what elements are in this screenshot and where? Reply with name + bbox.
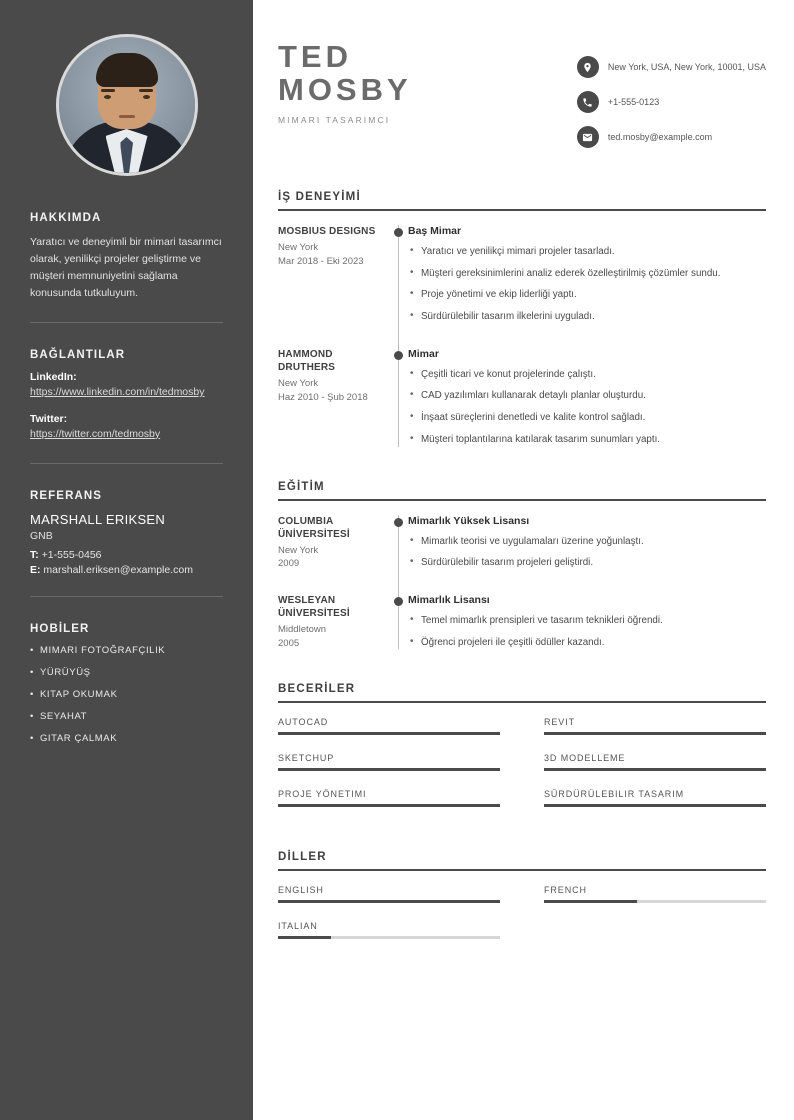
hobbies-heading: HOBİLER <box>30 622 90 635</box>
reference-email-row <box>30 564 223 576</box>
divider <box>30 322 223 323</box>
bullet: • Mimarlık teorisi ve uygulamaları üzerine yoğunlaştı. <box>408 535 766 550</box>
reference-name: MARSHALL ERIKSEN <box>30 511 166 527</box>
avatar-eye-right <box>143 95 150 99</box>
languages-grid <box>278 885 766 957</box>
divider <box>30 463 223 464</box>
experience-entry <box>278 348 766 455</box>
list-item <box>30 645 223 656</box>
avatar-brow-left <box>101 89 115 92</box>
bullet: • Öğrenci projeleri ile çeşitli ödüller kazandı. <box>408 636 766 651</box>
timeline-line <box>398 225 399 348</box>
reference-phone: +1-555-0456 <box>41 548 102 561</box>
language-bar-fill <box>278 936 331 939</box>
contact-list <box>577 56 766 161</box>
avatar-hair <box>96 53 158 87</box>
skill-bar-track <box>278 804 500 807</box>
language-item <box>278 921 500 939</box>
timeline-dot <box>394 518 403 527</box>
avatar-wrap <box>30 34 223 176</box>
name-block <box>278 40 412 125</box>
language-label: ENGLISH <box>278 885 324 896</box>
language-label: FRENCH <box>544 885 587 896</box>
entry-location: New York <box>278 377 319 389</box>
location-icon <box>577 56 599 78</box>
contact-location: New York, USA, New York, 10001, USA <box>607 62 766 72</box>
entry-meta <box>278 594 390 657</box>
section-rule <box>278 499 766 501</box>
timeline-dot <box>394 351 403 360</box>
education-entry <box>278 594 766 657</box>
hobby-label: KITAP OKUMAK <box>39 688 118 700</box>
entry-title: Mimarlık Lisansı <box>408 593 490 606</box>
list-item <box>30 667 223 678</box>
bullet: • Müşteri toplantılarına katılarak tasarım sunumları yaptı. <box>408 433 766 448</box>
about-heading: HAKKIMDA <box>30 212 102 224</box>
reference-phone-row <box>30 549 223 561</box>
hobby-label: MIMARI FOTOĞRAFÇILIK <box>39 644 166 656</box>
entry-title: Mimar <box>408 347 439 360</box>
entry-meta <box>278 225 390 332</box>
experience-entry <box>278 225 766 332</box>
link-item-linkedin <box>30 371 223 401</box>
bullet-icon: • <box>30 732 34 744</box>
reference-phone-label: T: <box>30 548 39 561</box>
bullet: • Sürdürülebilir tasarım ilkelerini uyguladı. <box>408 310 766 325</box>
about-text: Yaratıcı ve deneyimli bir mimari tasarımcı olarak, yenilikçi projeler geliştirme ve müşteri memnuniyetini sağlama konusunda tutkuluyum. <box>30 236 222 299</box>
section-rule <box>278 209 766 211</box>
entry-location: Middletown <box>278 623 327 635</box>
about-section <box>30 212 223 323</box>
link-url-linkedin[interactable]: https://www.linkedin.com/in/tedmosby <box>30 386 205 398</box>
email-icon <box>577 126 599 148</box>
entry-org: HAMMOND DRUTHERS <box>278 348 336 373</box>
bullet: • CAD yazılımları kullanarak detaylı planlar oluşturdu. <box>408 389 766 404</box>
skills-grid <box>278 717 766 825</box>
skill-bar-fill <box>544 804 766 807</box>
entry-title: Baş Mimar <box>408 225 462 237</box>
hobby-label: GITAR ÇALMAK <box>39 732 118 744</box>
skill-bar-fill <box>278 732 500 735</box>
entry-body <box>408 515 766 578</box>
avatar-eye-left <box>104 95 111 99</box>
education-section <box>278 481 766 658</box>
entry-location: New York <box>278 242 319 253</box>
links-heading: BAĞLANTILAR <box>30 349 126 361</box>
phone-icon <box>577 91 599 113</box>
entry-title: Mimarlık Yüksek Lisansı <box>408 514 530 527</box>
entry-bullets <box>408 245 766 325</box>
education-entry <box>278 515 766 578</box>
bullet-icon: • <box>30 688 34 700</box>
link-label: Twitter: <box>30 412 68 425</box>
entry-location: New York <box>278 544 319 556</box>
entry-dates: 2009 <box>278 558 300 570</box>
skill-bar-fill <box>278 768 500 771</box>
timeline-line <box>398 348 399 447</box>
language-item-spacer <box>544 921 766 939</box>
entry-org: WESLEYAN ÜNİVERSİTESİ <box>278 594 350 619</box>
skill-bar-fill <box>544 768 766 771</box>
skill-label: 3D MODELLEME <box>544 753 626 764</box>
timeline-rail <box>390 594 408 657</box>
language-item <box>278 885 500 903</box>
entry-bullets <box>408 368 766 448</box>
language-bar-fill <box>278 900 500 903</box>
hobby-label: SEYAHAT <box>39 710 88 722</box>
entry-body <box>408 225 766 332</box>
links-section <box>30 349 223 464</box>
skill-item <box>544 753 766 771</box>
skill-label: SKETCHUP <box>278 753 335 764</box>
languages-section <box>278 851 766 957</box>
section-rule <box>278 701 766 703</box>
bullet: • İnşaat süreçlerini denetledi ve kalite kontrol sağladı. <box>408 411 766 426</box>
bullet: • Müşteri gereksinimlerini analiz ederek özelleştirilmiş çözümler sundu. <box>408 267 766 282</box>
bullet-icon: • <box>30 710 34 722</box>
experience-heading: İŞ DENEYİMİ <box>278 191 361 203</box>
timeline-dot <box>394 228 403 237</box>
entry-org: COLUMBIA ÜNİVERSİTESİ <box>278 515 350 540</box>
skill-item <box>544 789 766 807</box>
timeline-dot <box>394 597 403 606</box>
bullet: • Çeşitli ticari ve konut projelerinde çalıştı. <box>408 368 766 383</box>
entry-body <box>408 594 766 657</box>
avatar-mouth <box>119 115 135 118</box>
entry-meta <box>278 515 390 578</box>
language-bar-track <box>544 900 766 903</box>
skill-item <box>278 789 500 807</box>
reference-email-label: E: <box>30 563 41 576</box>
skill-item <box>544 717 766 735</box>
skill-bar-track <box>278 732 500 735</box>
hobby-label: YÜRÜYÜŞ <box>39 666 91 678</box>
language-bar-fill <box>544 900 637 903</box>
job-role: MIMARI TASARIMCI <box>278 114 391 125</box>
skill-label: REVIT <box>544 717 576 728</box>
reference-org: GNB <box>30 529 53 542</box>
first-name: TED <box>278 39 352 74</box>
language-bar-track <box>278 936 500 939</box>
entry-dates: Haz 2010 - Şub 2018 <box>278 391 368 403</box>
avatar-brow-right <box>139 89 153 92</box>
language-label: ITALIAN <box>278 921 318 932</box>
skill-label: PROJE YÖNETIMI <box>278 789 367 800</box>
contact-phone: +1-555-0123 <box>607 97 660 107</box>
entry-dates: 2005 <box>278 637 300 649</box>
timeline-rail <box>390 348 408 455</box>
hobbies-section <box>30 623 223 744</box>
entry-bullets <box>408 614 766 650</box>
contact-row-location <box>577 56 766 78</box>
skill-item <box>278 717 500 735</box>
header <box>278 40 766 161</box>
entry-body <box>408 348 766 455</box>
timeline-rail <box>390 225 408 332</box>
skill-bar-track <box>544 732 766 735</box>
sidebar <box>0 0 253 1120</box>
contact-row-phone <box>577 91 766 113</box>
education-heading: EĞİTİM <box>278 480 325 493</box>
section-rule <box>278 869 766 871</box>
reference-heading: REFERANS <box>30 489 103 502</box>
skill-label: SÜRDÜRÜLEBILIR TASARIM <box>544 789 684 800</box>
list-item <box>30 711 223 722</box>
entry-dates: Mar 2018 - Eki 2023 <box>278 255 364 267</box>
entry-org: MOSBIUS DESIGNS <box>278 226 376 237</box>
list-item <box>30 733 223 744</box>
last-name: MOSBY <box>278 72 412 108</box>
skill-bar-track <box>544 804 766 807</box>
bullet: • Temel mimarlık prensipleri ve tasarım teknikleri öğrendi. <box>408 614 766 629</box>
link-url-twitter[interactable]: https://twitter.com/tedmosby <box>30 427 161 440</box>
entry-bullets <box>408 535 766 571</box>
entry-meta <box>278 348 390 455</box>
avatar <box>56 34 198 176</box>
languages-heading: DİLLER <box>278 851 327 864</box>
main-content <box>253 0 794 1120</box>
list-item <box>30 689 223 700</box>
skill-bar-track <box>278 768 500 771</box>
skills-heading: BECERİLER <box>278 683 356 696</box>
reference-section <box>30 490 223 597</box>
bullet: • Sürdürülebilir tasarım projeleri geliştirdi. <box>408 556 766 571</box>
language-bar-track <box>278 900 500 903</box>
skill-item <box>278 753 500 771</box>
bullet-icon: • <box>30 666 34 678</box>
divider <box>30 596 223 597</box>
timeline-rail <box>390 515 408 578</box>
bullet-icon: • <box>30 644 34 656</box>
language-item <box>544 885 766 903</box>
bullet: • Yaratıcı ve yenilikçi mimari projeler tasarladı. <box>408 245 766 260</box>
experience-section <box>278 191 766 455</box>
link-item-twitter <box>30 413 223 443</box>
skill-label: AUTOCAD <box>278 717 329 728</box>
contact-email: ted.mosby@example.com <box>607 132 713 142</box>
link-label: LinkedIn: <box>30 371 77 383</box>
skill-bar-fill <box>544 732 766 735</box>
skills-section <box>278 683 766 825</box>
skill-bar-track <box>544 768 766 771</box>
reference-email: marshall.eriksen@example.com <box>43 563 193 576</box>
bullet: • Proje yönetimi ve ekip liderliği yaptı. <box>408 288 766 303</box>
contact-row-email <box>577 126 766 148</box>
skill-bar-fill <box>278 804 500 807</box>
